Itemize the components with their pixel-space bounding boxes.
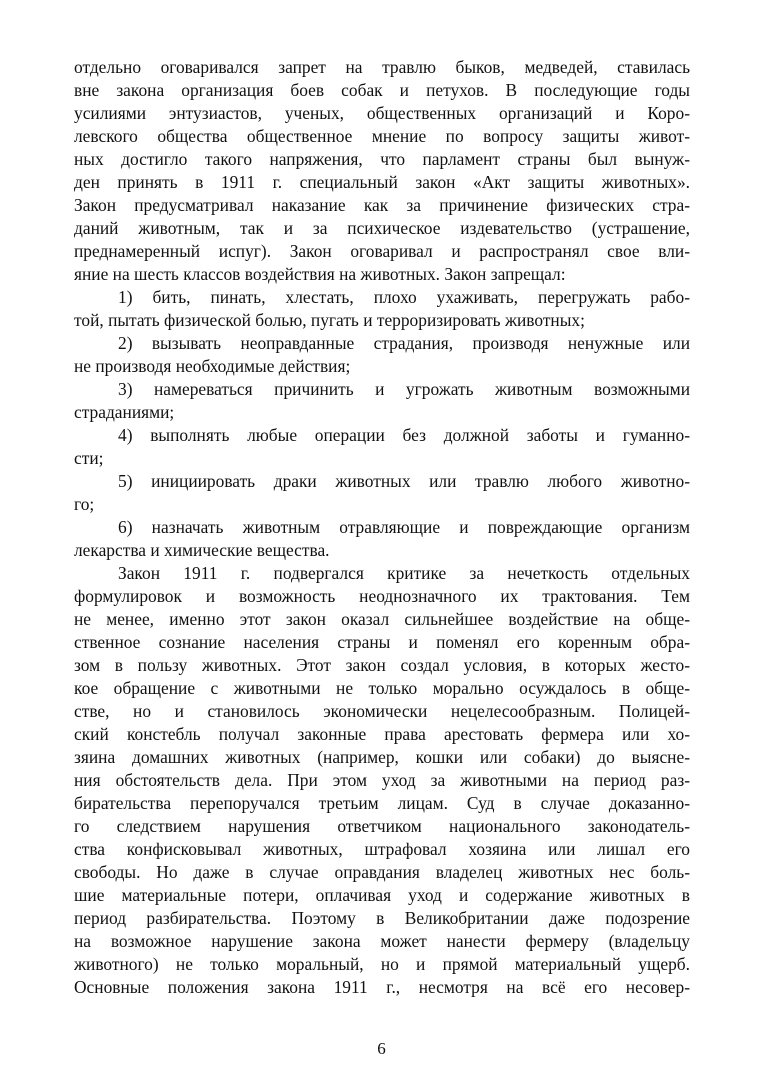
text-line: сти; — [74, 448, 104, 468]
text-line: стве, но и становилось экономически нецелесообразным. Полицей- — [74, 701, 690, 721]
text-line: период разбирательства. Поэтому в Великобритании даже подозрение — [74, 908, 690, 928]
text-line: свободы. Но даже в случае оправдания владелец животных нес боль- — [74, 862, 690, 882]
text-line: зом в пользу животных. Этот закон создал условия, в которых жесто- — [74, 655, 690, 675]
text-line: зяина домашних животных (например, кошки или собаки) до выясне- — [74, 747, 690, 767]
text-line: ства конфисковывал животных, штрафовал хозяина или лишал его — [74, 839, 690, 859]
text-line: Основные положения закона 1911 г., несмотря на всё его несовер- — [74, 977, 690, 997]
document-page — [74, 56, 690, 999]
text-line: кое обращение с животными не только морально осуждалось в обще- — [74, 678, 690, 698]
text-line: бирательства перепоручался третьим лицам. Суд в случае доказанно- — [74, 793, 690, 813]
text-line: 2) вызывать неоправданные страдания, производя ненужные или — [118, 333, 690, 353]
text-line: Закон 1911 г. подвергался критике за нечеткость отдельных — [118, 563, 690, 583]
text-line: 6) назначать животным отравляющие и повреждающие организм — [118, 517, 690, 537]
text-line: страданиями; — [74, 402, 175, 422]
text-line: ных достигло такого напряжения, что парламент страны был вынуж- — [74, 149, 690, 169]
text-line: яние на шесть классов воздействия на животных. Закон запрещал: — [74, 264, 566, 284]
text-line: даний животным, так и за психическое издевательство (устрашение, — [74, 218, 690, 238]
text-line: 5) инициировать драки животных или травлю любого животно- — [118, 471, 690, 491]
text-line: 3) намереваться причинить и угрожать животным возможными — [118, 379, 690, 399]
text-line: той, пытать физической болью, пугать и терроризировать животных; — [74, 310, 585, 330]
text-line: 4) выполнять любые операции без должной заботы и гуманно- — [118, 425, 690, 445]
text-line: отдельно оговаривался запрет на травлю быков, медведей, ставилась — [74, 57, 690, 77]
text-line: лекарства и химические вещества. — [74, 540, 330, 560]
text-line: шие материальные потери, оплачивая уход и содержание животных в — [74, 885, 690, 905]
text-line: ния обстоятельств дела. При этом уход за животными на период раз- — [74, 770, 690, 790]
page-number: 6 — [377, 1039, 386, 1058]
text-line: животного) не только моральный, но и прямой материальный ущерб. — [74, 954, 690, 974]
body-text — [74, 56, 690, 999]
text-line: не производя необходимые действия; — [74, 356, 351, 376]
text-line: ден принять в 1911 г. специальный закон «Акт защиты животных». — [74, 172, 690, 192]
text-line: ский констебль получал законные права арестовать фермера или хо- — [74, 724, 690, 744]
text-line: левского общества общественное мнение по вопросу защиты живот- — [74, 126, 690, 146]
text-line: вне закона организация боев собак и петухов. В последующие годы — [74, 80, 690, 100]
text-line: го; — [74, 494, 95, 514]
text-line: формулировок и возможность неоднозначного их трактования. Тем — [74, 586, 690, 606]
text-line: го следствием нарушения ответчиком национального законодатель- — [74, 816, 690, 836]
text-line: усилиями энтузиастов, ученых, общественных организаций и Коро- — [74, 103, 690, 123]
text-line: Закон предусматривал наказание как за причинение физических стра- — [74, 195, 690, 215]
text-line: 1) бить, пинать, хлестать, плохо ухаживать, перегружать рабо- — [118, 287, 690, 307]
text-line: не менее, именно этот закон оказал сильнейшее воздействие на обще- — [74, 609, 690, 629]
text-line: на возможное нарушение закона может нанести фермеру (владельцу — [74, 931, 690, 951]
text-line: преднамеренный испуг). Закон оговаривал и распространял свое вли- — [74, 241, 690, 261]
text-line: ственное сознание населения страны и поменял его коренным обра- — [74, 632, 690, 652]
